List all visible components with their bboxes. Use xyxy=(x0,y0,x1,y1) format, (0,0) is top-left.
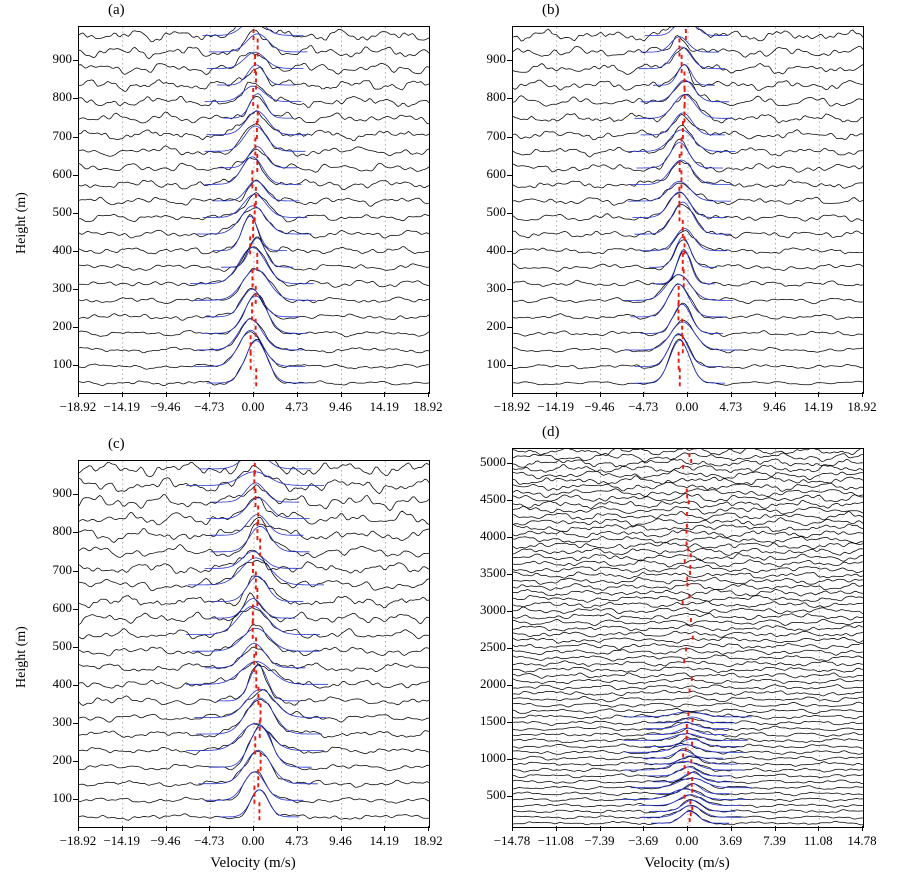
y-tick-label: 5000 xyxy=(480,453,506,469)
y-tickmark xyxy=(507,648,512,649)
y-tick-label: 800 xyxy=(52,523,72,539)
y-tickmark xyxy=(73,175,78,176)
x-tickmark xyxy=(687,392,688,397)
y-tick-label: 1500 xyxy=(480,713,506,729)
y-tick-label: 100 xyxy=(52,356,72,372)
x-tickmark xyxy=(428,826,429,831)
y-tickmark xyxy=(507,365,512,366)
y-tickmark xyxy=(507,463,512,464)
x-tickmark xyxy=(166,826,167,831)
x-tickmark xyxy=(209,826,210,831)
x-tick-label: −14.78 xyxy=(493,833,531,848)
y-axis-label: Height (m) xyxy=(14,626,29,688)
y-tickmark xyxy=(507,722,512,723)
plot-area-d xyxy=(512,448,864,828)
x-tickmark xyxy=(600,826,601,831)
spectrum-trace xyxy=(513,806,863,820)
y-tickmark xyxy=(73,723,78,724)
spectrum-trace xyxy=(79,690,429,723)
x-tick-label: −4.73 xyxy=(194,399,225,414)
y-tickmark xyxy=(73,289,78,290)
y-tick-label: 300 xyxy=(52,280,72,296)
spectra-svg-c xyxy=(79,461,429,827)
x-tick-label: −3.69 xyxy=(628,833,659,848)
x-tickmark xyxy=(600,392,601,397)
y-tick-label: 500 xyxy=(52,203,72,219)
y-tickmark xyxy=(507,759,512,760)
y-tick-label: 700 xyxy=(52,127,72,143)
spectrum-trace xyxy=(513,589,863,596)
y-tickmark xyxy=(73,494,78,495)
x-tickmark xyxy=(643,392,644,397)
x-tickmark xyxy=(78,826,79,831)
spectrum-trace xyxy=(79,96,429,124)
x-tick-label: 18.92 xyxy=(847,399,877,414)
spectrum-trace xyxy=(513,161,863,189)
y-tickmark xyxy=(73,365,78,366)
x-tick-label: 14.78 xyxy=(847,833,877,848)
x-tick-label: 18.92 xyxy=(413,399,443,414)
x-tickmark xyxy=(428,392,429,397)
x-tickmark xyxy=(643,826,644,831)
x-tickmark xyxy=(384,392,385,397)
plot-area-c xyxy=(78,460,430,828)
x-tick-label: 9.46 xyxy=(763,399,786,414)
y-tick-label: 800 xyxy=(486,89,506,105)
spectrum-trace xyxy=(513,673,863,679)
y-tick-label: 3000 xyxy=(480,602,506,618)
x-tickmark xyxy=(78,392,79,397)
y-tickmark xyxy=(507,137,512,138)
plot-area-b xyxy=(512,26,864,394)
y-tick-label: 300 xyxy=(486,280,506,296)
x-tick-label: 4.73 xyxy=(285,399,309,414)
x-tick-label: 4.73 xyxy=(719,399,743,414)
y-tick-label: 500 xyxy=(486,787,506,803)
y-tick-label: 300 xyxy=(52,714,72,730)
panel-label-a: (a) xyxy=(108,2,125,18)
y-tickmark xyxy=(73,327,78,328)
y-tick-label: 700 xyxy=(52,561,72,577)
x-tick-label: 0.00 xyxy=(241,833,265,848)
x-tickmark xyxy=(341,392,342,397)
spectra-svg-a xyxy=(79,27,429,393)
y-tick-label: 200 xyxy=(52,318,72,334)
y-tickmark xyxy=(507,327,512,328)
y-tickmark xyxy=(507,289,512,290)
x-tick-label: −18.92 xyxy=(59,399,97,414)
x-tick-label: 0.00 xyxy=(241,399,265,414)
y-tick-label: 1000 xyxy=(480,750,506,766)
x-tickmark xyxy=(297,392,298,397)
spectrum-trace xyxy=(513,655,863,661)
y-tickmark xyxy=(73,532,78,533)
y-tick-label: 900 xyxy=(52,485,72,501)
x-tick-label: 14.19 xyxy=(369,833,399,848)
spectrum-trace xyxy=(79,180,429,206)
x-tickmark xyxy=(122,826,123,831)
x-tick-label: 18.92 xyxy=(413,833,443,848)
spectrum-trace xyxy=(513,231,863,254)
x-tickmark xyxy=(512,826,513,831)
x-tick-label: −11.08 xyxy=(537,833,574,848)
spectra-svg-b xyxy=(513,27,863,393)
x-tick-label: 0.00 xyxy=(675,833,699,848)
y-tickmark xyxy=(507,611,512,612)
x-tick-label: −18.92 xyxy=(493,399,531,414)
x-tick-label: −18.92 xyxy=(59,833,97,848)
x-tickmark xyxy=(687,826,688,831)
x-tickmark xyxy=(297,826,298,831)
y-tickmark xyxy=(73,213,78,214)
y-tickmark xyxy=(507,796,512,797)
y-tick-label: 2500 xyxy=(480,639,506,655)
y-tick-label: 4000 xyxy=(480,527,506,543)
x-tick-label: 9.46 xyxy=(329,399,352,414)
x-tickmark xyxy=(775,826,776,831)
y-tickmark xyxy=(507,60,512,61)
y-tick-label: 400 xyxy=(486,241,506,257)
panel-label-d: (d) xyxy=(542,424,560,440)
x-tick-label: 14.19 xyxy=(803,399,833,414)
x-tick-label: 7.39 xyxy=(763,833,786,848)
y-tick-label: 400 xyxy=(52,675,72,691)
spectrum-trace xyxy=(513,465,863,473)
y-tickmark xyxy=(73,799,78,800)
x-tickmark xyxy=(209,392,210,397)
x-tick-label: −9.46 xyxy=(150,399,181,414)
y-tickmark xyxy=(507,251,512,252)
x-tickmark xyxy=(862,826,863,831)
x-tick-label: −4.73 xyxy=(194,833,225,848)
x-tick-label: −14.19 xyxy=(103,399,141,414)
spectrum-trace xyxy=(79,662,429,689)
fitted-spectrum-trace xyxy=(207,52,304,68)
y-tickmark xyxy=(507,574,512,575)
y-tickmark xyxy=(73,761,78,762)
x-axis-label: Velocity (m/s) xyxy=(210,855,296,871)
x-tickmark xyxy=(253,392,254,397)
x-tick-label: −14.19 xyxy=(103,833,141,848)
y-tickmark xyxy=(73,60,78,61)
x-tick-label: 14.19 xyxy=(369,399,399,414)
y-tickmark xyxy=(507,537,512,538)
y-tickmark xyxy=(73,137,78,138)
y-tickmark xyxy=(507,213,512,214)
x-tickmark xyxy=(166,392,167,397)
y-tick-label: 200 xyxy=(486,318,506,334)
x-tickmark xyxy=(775,392,776,397)
spectrum-trace xyxy=(513,637,863,643)
spectrum-trace xyxy=(513,27,863,41)
x-tickmark xyxy=(862,392,863,397)
plot-area-a xyxy=(78,26,430,394)
spectrum-trace xyxy=(513,125,863,157)
y-tickmark xyxy=(73,98,78,99)
y-tickmark xyxy=(507,500,512,501)
x-axis-label: Velocity (m/s) xyxy=(644,855,730,871)
x-tick-label: 9.46 xyxy=(329,833,352,848)
y-tick-label: 400 xyxy=(52,241,72,257)
x-tickmark xyxy=(384,826,385,831)
x-tickmark xyxy=(253,826,254,831)
y-tickmark xyxy=(507,98,512,99)
y-tick-label: 500 xyxy=(486,203,506,219)
x-tick-label: 3.69 xyxy=(719,833,743,848)
x-tick-label: −14.19 xyxy=(537,399,575,414)
spectrum-trace xyxy=(79,149,429,172)
x-tickmark xyxy=(818,826,819,831)
x-tickmark xyxy=(731,826,732,831)
x-tick-label: −9.46 xyxy=(150,833,181,848)
panel-label-b: (b) xyxy=(542,2,560,18)
y-axis-label: Height (m) xyxy=(14,192,29,254)
x-tickmark xyxy=(731,392,732,397)
x-tick-label: −4.73 xyxy=(628,399,659,414)
y-tick-label: 100 xyxy=(52,790,72,806)
y-tick-label: 600 xyxy=(486,165,506,181)
y-tick-label: 900 xyxy=(486,51,506,67)
y-tick-label: 200 xyxy=(52,752,72,768)
x-tick-label: −7.39 xyxy=(584,833,615,848)
x-tickmark xyxy=(556,826,557,831)
y-tickmark xyxy=(73,685,78,686)
y-tick-label: 600 xyxy=(52,599,72,615)
y-tick-label: 700 xyxy=(486,127,506,143)
y-tick-label: 100 xyxy=(486,356,506,372)
y-tick-label: 800 xyxy=(52,89,72,105)
y-tick-label: 600 xyxy=(52,165,72,181)
y-tickmark xyxy=(73,251,78,252)
spectrum-trace xyxy=(513,36,863,58)
x-tickmark xyxy=(512,392,513,397)
y-tickmark xyxy=(73,571,78,572)
spectrum-trace xyxy=(513,453,863,462)
x-tick-label: 0.00 xyxy=(675,399,699,414)
y-tickmark xyxy=(507,175,512,176)
spectra-svg-d xyxy=(513,449,863,827)
x-tickmark xyxy=(818,392,819,397)
y-tick-label: 2000 xyxy=(480,676,506,692)
x-tick-label: −9.46 xyxy=(584,399,615,414)
x-tickmark xyxy=(341,826,342,831)
x-tickmark xyxy=(122,392,123,397)
y-tick-label: 900 xyxy=(52,51,72,67)
x-tick-label: 4.73 xyxy=(285,833,309,848)
y-tickmark xyxy=(507,685,512,686)
y-tickmark xyxy=(73,647,78,648)
x-tickmark xyxy=(556,392,557,397)
x-tick-label: 11.08 xyxy=(803,833,833,848)
y-tickmark xyxy=(73,609,78,610)
panel-label-c: (c) xyxy=(108,436,125,452)
spectrum-trace xyxy=(513,470,863,480)
y-tick-label: 3500 xyxy=(480,565,506,580)
y-tick-label: 4500 xyxy=(480,490,506,506)
y-tick-label: 500 xyxy=(52,637,72,653)
